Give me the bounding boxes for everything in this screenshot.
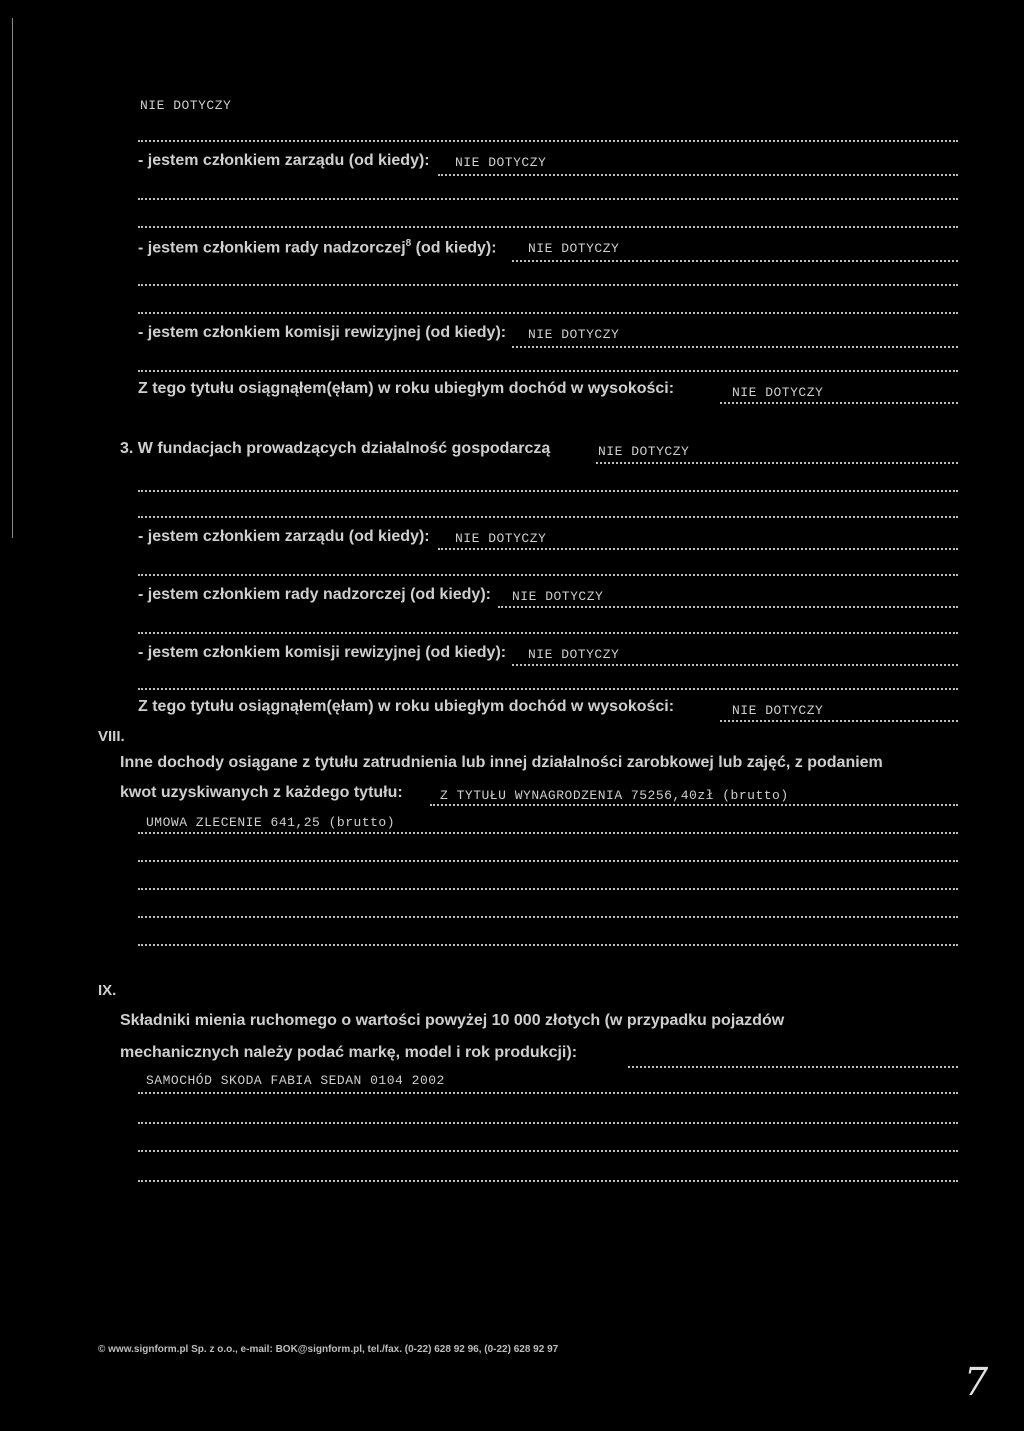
s3-income-value: NIE DOTYCZY [732,703,824,718]
dotted-line [138,944,958,946]
s3-audit-label: - jestem członkiem komisji rewizyjnej (od kiedy): [138,644,507,661]
dotted-line [438,174,958,176]
dotted-line [138,490,958,492]
s9-line1: Składniki mienia ruchomego o wartości powyżej 10 000 złotych (w przypadku pojazdów [120,1012,785,1029]
dotted-line [138,1180,958,1182]
dotted-line [138,1092,958,1094]
dotted-line [138,860,958,862]
s8-value1: Z TYTUŁU WYNAGRODZENIA 75256,40zł (brutto) [440,788,789,803]
dotted-line [430,804,958,806]
dotted-line [138,688,958,690]
dotted-line [138,916,958,918]
s2-supervisory-value: NIE DOTYCZY [528,241,620,256]
s8-value2: UMOWA ZLECENIE 641,25 (brutto) [146,815,396,830]
dotted-line [138,370,958,372]
dotted-line [138,226,958,228]
s9-numeral: IX. [98,982,117,999]
s2-supervisory-label: - jestem członkiem rady nadzorczej$^8$ (od kiedy): [138,238,497,257]
s9-value: SAMOCHÓD SKODA FABIA SEDAN 0104 2002 [146,1073,445,1088]
s8-line2: kwot uzyskiwanych z każdego tytułu: [120,784,403,801]
dotted-line [512,346,958,348]
s3-board-label: - jestem członkiem zarządu (od kiedy): [138,528,430,545]
dotted-line [438,548,958,550]
s9-line2: mechanicznych należy podać markę, model i rok produkcji): [120,1044,578,1061]
footer-text: © www.signform.pl Sp. z o.o., e-mail: BOK@signform.pl, tel./fax. (0-22) 628 92 96, (0-22) 628 92 97 [98,1344,559,1355]
dotted-line [138,312,958,314]
s2-income-label: Z tego tytułu osiągnąłem(ęłam) w roku ubiegłym dochód w wysokości: [138,380,675,397]
dotted-line [138,632,958,634]
dotted-line [138,140,958,142]
s2-income-value: NIE DOTYCZY [732,385,824,400]
scan-edge-line [12,18,13,538]
s3-heading: 3. W fundacjach prowadzących działalność gospodarczą [120,440,551,457]
dotted-line [720,402,958,404]
dotted-line [138,574,958,576]
s2-audit-label: - jestem członkiem komisji rewizyjnej (od kiedy): [138,324,507,341]
s3-audit-value: NIE DOTYCZY [528,647,620,662]
s3-income-label: Z tego tytułu osiągnąłem(ęłam) w roku ubiegłym dochód w wysokości: [138,698,675,715]
s8-numeral: VIII. [98,728,125,745]
dotted-line [138,888,958,890]
dotted-line [720,720,958,722]
dotted-line [138,1150,958,1152]
s2-board-value: NIE DOTYCZY [455,155,547,170]
dotted-line [138,284,958,286]
header-value: NIE DOTYCZY [140,98,232,113]
page-number-mark: 7 [964,1360,989,1404]
dotted-line [138,1122,958,1124]
s2-board-label: - jestem członkiem zarządu (od kiedy): [138,152,430,169]
s3-supervisory-label: - jestem członkiem rady nadzorczej (od kiedy): [138,586,491,603]
s3-heading-value: NIE DOTYCZY [598,444,690,459]
dotted-line [596,462,958,464]
dotted-line [512,260,958,262]
dotted-line [138,516,958,518]
dotted-line [512,664,958,666]
s3-board-value: NIE DOTYCZY [455,531,547,546]
s2-audit-value: NIE DOTYCZY [528,327,620,342]
dotted-line [498,606,958,608]
dotted-line [138,198,958,200]
dotted-line [628,1066,958,1068]
s8-line1: Inne dochody osiągane z tytułu zatrudnienia lub innej działalności zarobkowej lub zajęć, z podaniem [120,754,883,771]
dotted-line [138,832,958,834]
s3-supervisory-value: NIE DOTYCZY [512,589,604,604]
